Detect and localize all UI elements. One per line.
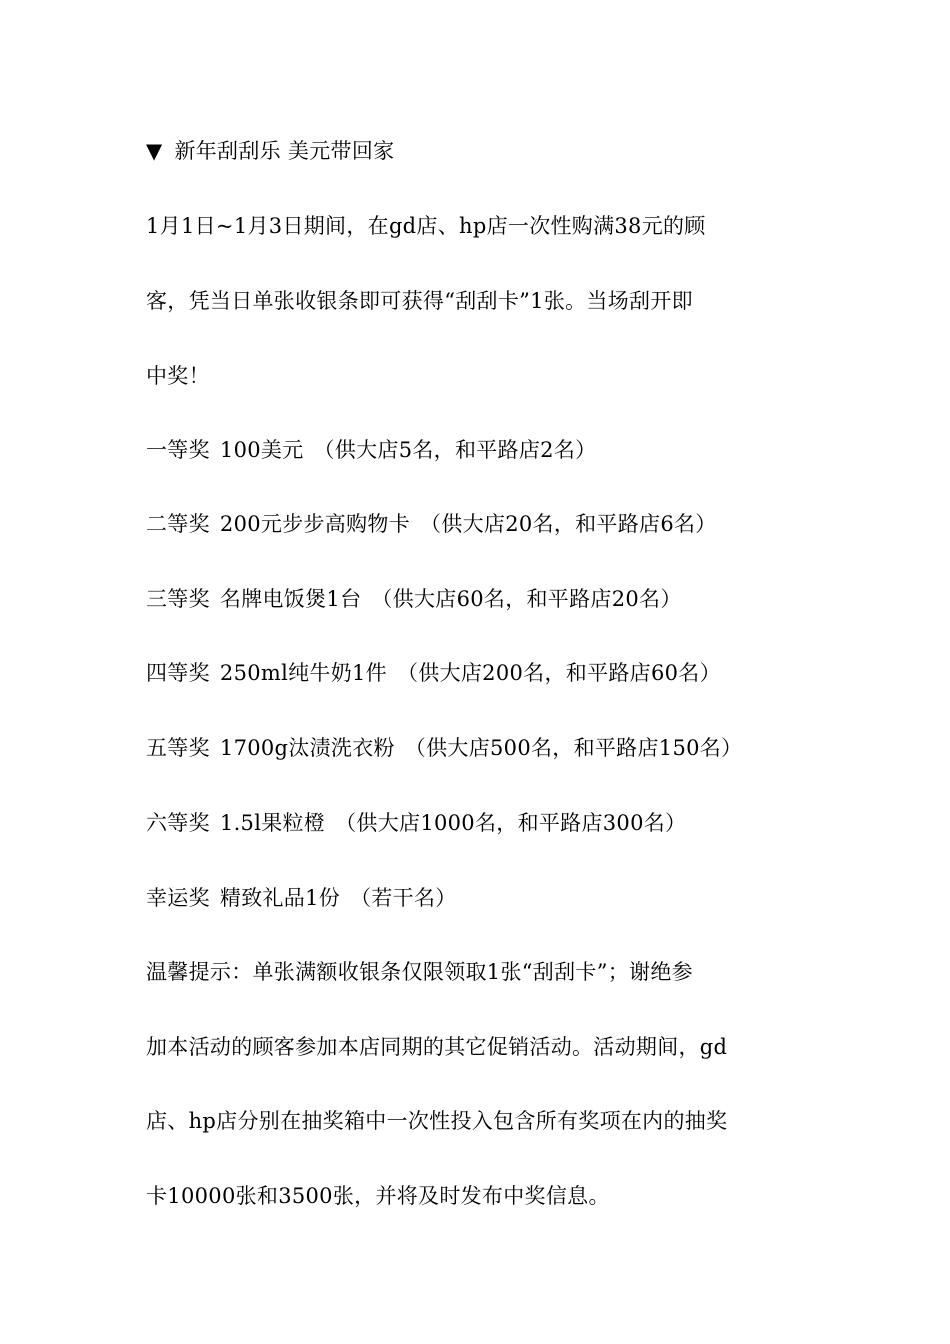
prize-rank: 四等奖	[146, 661, 210, 685]
prize-item: 1.5l果粒橙	[219, 811, 326, 835]
prize-quota: （供大店60名，和平路店20名）	[371, 587, 682, 611]
triangle-down-icon: ▼	[146, 139, 163, 163]
prize-item: 1700g汰渍洗衣粉	[219, 736, 395, 760]
prize-line	[146, 659, 721, 687]
prize-quota: （供大店1000名，和平路店300名）	[335, 811, 687, 835]
notice-line: 温馨提示：单张满额收银条仅限领取1张“刮刮卡”；谢绝参	[146, 960, 693, 984]
prize-rank: 幸运奖	[146, 886, 210, 910]
prize-rank: 六等奖	[146, 811, 210, 835]
notice-line: 店、hp店分别在抽奖箱中一次性投入包含所有奖项在内的抽奖	[146, 1109, 728, 1133]
intro-line: 1月1日~1月3日期间，在gd店、hp店一次性购满38元的顾	[146, 214, 706, 238]
prize-item: 100美元	[219, 438, 304, 462]
heading-title: 新年刮刮乐 美元带回家	[174, 139, 395, 163]
notice-line: 卡10000张和3500张，并将及时发布中奖信息。	[146, 1184, 610, 1208]
prize-rank: 三等奖	[146, 587, 210, 611]
prize-line	[146, 884, 457, 912]
prize-line	[146, 734, 742, 762]
prize-rank: 一等奖	[146, 438, 210, 462]
prize-item: 名牌电饭煲1台	[219, 587, 362, 611]
prize-quota: （供大店5名，和平路店2名）	[313, 438, 597, 462]
prize-line	[146, 585, 682, 613]
prize-item: 200元步步高购物卡	[219, 512, 410, 536]
prize-quota: （供大店200名，和平路店60名）	[396, 661, 721, 685]
prize-rank: 二等奖	[146, 512, 210, 536]
prize-rank: 五等奖	[146, 736, 210, 760]
intro-line: 客，凭当日单张收银条即可获得“刮刮卡”1张。当场刮开即	[146, 289, 693, 313]
prize-quota: （若干名）	[350, 886, 457, 910]
prize-line	[146, 510, 717, 538]
prize-line	[146, 436, 596, 464]
notice-line: 加本活动的顾客参加本店同期的其它促销活动。活动期间，gd	[146, 1035, 728, 1059]
prize-item: 精致礼品1份	[219, 886, 341, 910]
prize-item: 250ml纯牛奶1件	[219, 661, 387, 685]
intro-line: 中奖！	[146, 364, 210, 388]
prize-quota: （供大店20名，和平路店6名）	[420, 512, 717, 536]
section-heading	[146, 137, 394, 165]
prize-line	[146, 809, 686, 837]
prize-quota: （供大店500名，和平路店150名）	[404, 736, 743, 760]
